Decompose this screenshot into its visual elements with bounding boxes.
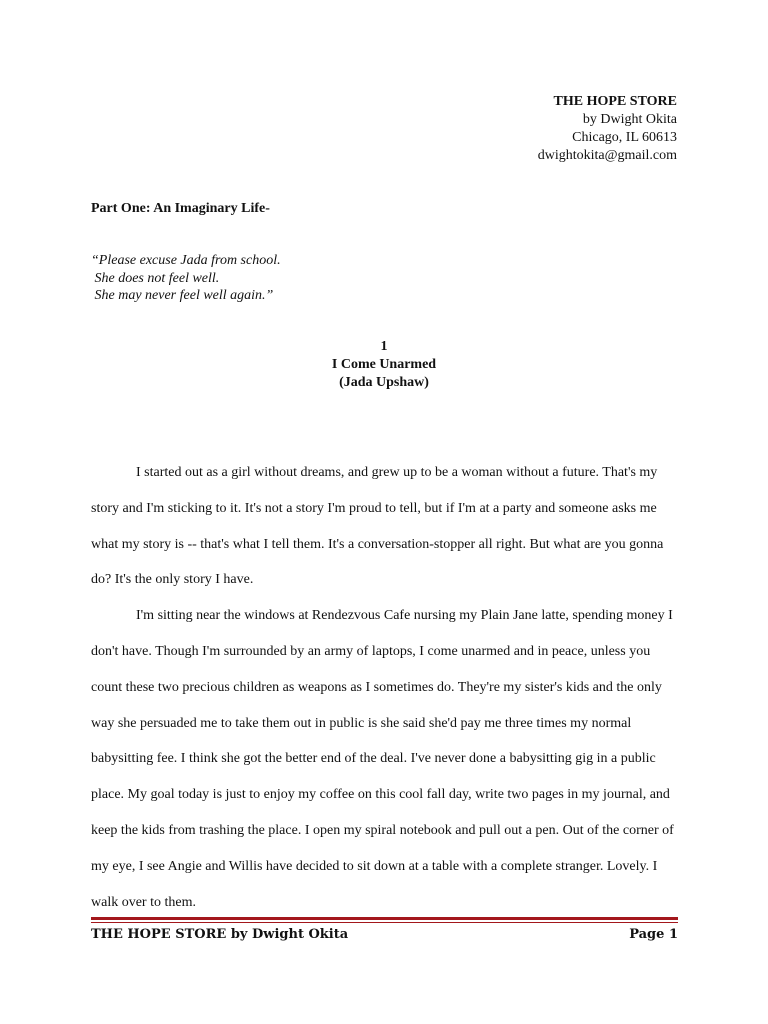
epigraph-line: “Please excuse Jada from school. bbox=[91, 253, 281, 268]
chapter-heading bbox=[0, 338, 768, 392]
epigraph-line: She does not feel well. bbox=[91, 270, 220, 286]
author-line: by Dwight Okita bbox=[582, 112, 677, 127]
footer-rule-thick bbox=[91, 917, 678, 920]
address-line: Chicago, IL 60613 bbox=[572, 130, 677, 145]
book-title: THE HOPE STORE bbox=[553, 94, 677, 109]
paragraph: I started out as a girl without dreams, and grew up to be a woman without a future. That's my story and I'm sticking to it. It's not a story I'm proud to tell, but if I'm at a party and someone asks me what my story is -- that's what I tell them. It's a conversation-stopper all right. But what are you gonna do? It's the only story I have. bbox=[91, 465, 664, 588]
part-title: Part One: An Imaginary Life- bbox=[91, 201, 270, 216]
body-text bbox=[91, 455, 681, 920]
epigraph bbox=[91, 252, 281, 305]
epigraph-line: She may never feel well again.” bbox=[91, 288, 274, 303]
title-block bbox=[538, 93, 677, 165]
chapter-subtitle: (Jada Upshaw) bbox=[339, 375, 429, 390]
chapter-title: I Come Unarmed bbox=[331, 357, 437, 372]
paragraph: I'm sitting near the windows at Rendezvous Cafe nursing my Plain Jane latte, spending money I don't have. Though I'm surrounded by an army of laptops, I come unarmed and in peace, unless you count these two precious children as weapons as I sometimes do. They're my sister's kids and the only way she persuaded me to take them out in public is she said she'd pay me three times my normal babysitting fee. I think she got the better end of the deal. I've never done a babysitting gig in a public place. My goal today is just to enjoy my coffee on this cool fall day, write two pages in my journal, and keep the kids from trashing the place. I open my spiral notebook and pull out a pen. Out of the corner of my eye, I see Angie and Willis have decided to sit down at a table with a complete stranger. Lovely. I walk over to them. bbox=[91, 608, 674, 910]
footer-rule-thin bbox=[91, 922, 678, 923]
page-number: Page 1 bbox=[629, 927, 678, 942]
email-line: dwightokita@gmail.com bbox=[537, 148, 677, 163]
chapter-number: 1 bbox=[380, 339, 388, 354]
footer-title: THE HOPE STORE by Dwight Okita bbox=[91, 927, 349, 942]
